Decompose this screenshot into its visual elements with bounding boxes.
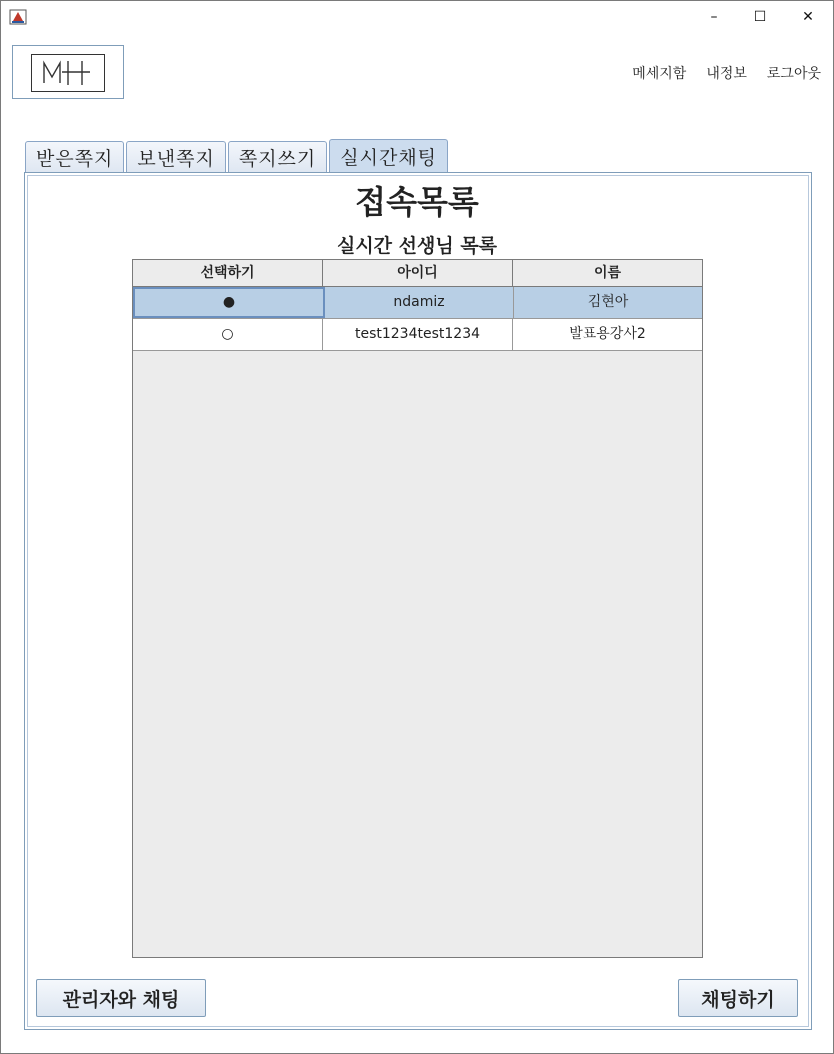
row-id[interactable]: test1234test1234 [323, 319, 513, 350]
tab-live-chat[interactable]: 실시간채팅 [329, 139, 448, 172]
top-nav [632, 63, 821, 83]
row-id[interactable]: ndamiz [325, 287, 514, 318]
row-name[interactable]: 발표용강사2 [569, 326, 646, 342]
tab-write[interactable]: 쪽지쓰기 [228, 141, 327, 172]
column-header-name[interactable]: 이름 [593, 265, 622, 281]
tab-bar [25, 141, 450, 172]
teacher-table [132, 259, 703, 958]
column-header-id[interactable]: 아이디 [323, 260, 513, 286]
minimize-button[interactable]: – [710, 9, 718, 25]
page-subtitle: 실시간 선생님 목록 [336, 235, 498, 257]
row-select-radio[interactable]: ● [133, 287, 325, 318]
chat-button[interactable]: 채팅하기 [678, 979, 798, 1017]
mh-logo-icon [32, 55, 104, 91]
messagebox-link[interactable]: 메세지함 [632, 66, 687, 82]
table-header [133, 260, 702, 287]
table-row[interactable] [133, 319, 702, 351]
close-button[interactable]: ✕ [802, 9, 814, 25]
row-name[interactable]: 김현아 [587, 294, 629, 310]
logo [12, 45, 124, 99]
logout-link[interactable]: 로그아웃 [766, 66, 821, 82]
title-bar [1, 1, 833, 33]
logo-frame [31, 54, 105, 92]
maximize-button[interactable]: ☐ [753, 9, 767, 25]
tab-received[interactable]: 받은쪽지 [25, 141, 124, 172]
table-row[interactable] [133, 287, 702, 319]
page-title: 접속목록 [355, 183, 479, 221]
admin-chat-button[interactable]: 관리자와 채팅 [36, 979, 206, 1017]
myinfo-link[interactable]: 내정보 [706, 66, 747, 82]
column-header-select[interactable]: 선택하기 [133, 260, 323, 286]
java-app-icon [9, 9, 27, 25]
tab-sent[interactable]: 보낸쪽지 [126, 141, 225, 172]
row-select-radio[interactable]: ○ [133, 319, 323, 350]
